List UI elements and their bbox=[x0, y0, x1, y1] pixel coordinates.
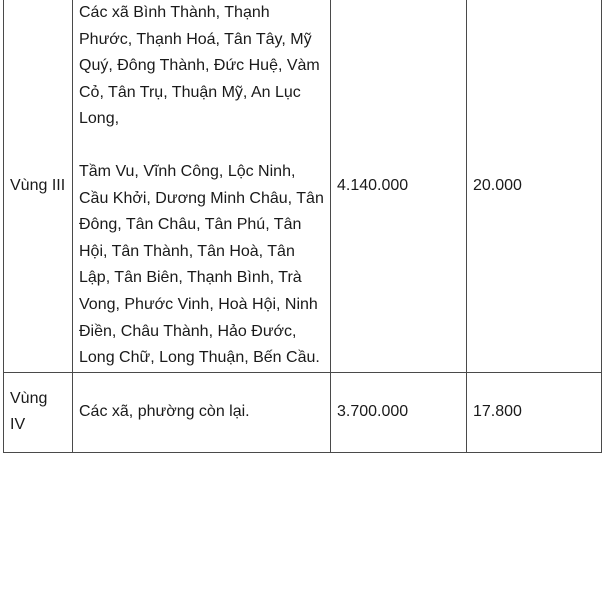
area-list-cell: Các xã, phường còn lại. bbox=[73, 372, 331, 452]
table-row-region-3 bbox=[4, 0, 602, 372]
region-cell: Vùng III bbox=[4, 0, 73, 372]
area-paragraph: Tầm Vu, Vĩnh Công, Lộc Ninh, Cầu Khởi, Dương Minh Châu, Tân Đông, Tân Châu, Tân Phú, Tân Hội, Tân Thành, Tân Hoà, Tân Lập, Tân Biên, Thạnh Bình, Trà Vong, Phước Vinh, Hoà Hội, Ninh Điền, Châu Thành, Hảo Đước, Long Chữ, Long Thuận, Bến Cầu. bbox=[79, 162, 324, 367]
table-row-region-4 bbox=[4, 372, 602, 452]
hourly-wage-cell: 17.800 bbox=[467, 372, 602, 452]
region-cell: Vùng IV bbox=[4, 372, 73, 452]
area-list-cell bbox=[73, 0, 331, 372]
area-paragraph: Các xã Bình Thành, Thạnh Phước, Thạnh Hoá, Tân Tây, Mỹ Quý, Đông Thành, Đức Huệ, Vàm Cỏ, Tân Trụ, Thuận Mỹ, An Lục Long, bbox=[79, 4, 320, 128]
monthly-wage-cell: 4.140.000 bbox=[331, 0, 467, 372]
minimum-wage-table bbox=[3, 0, 602, 453]
hourly-wage-cell: 20.000 bbox=[467, 0, 602, 372]
monthly-wage-cell: 3.700.000 bbox=[331, 372, 467, 452]
